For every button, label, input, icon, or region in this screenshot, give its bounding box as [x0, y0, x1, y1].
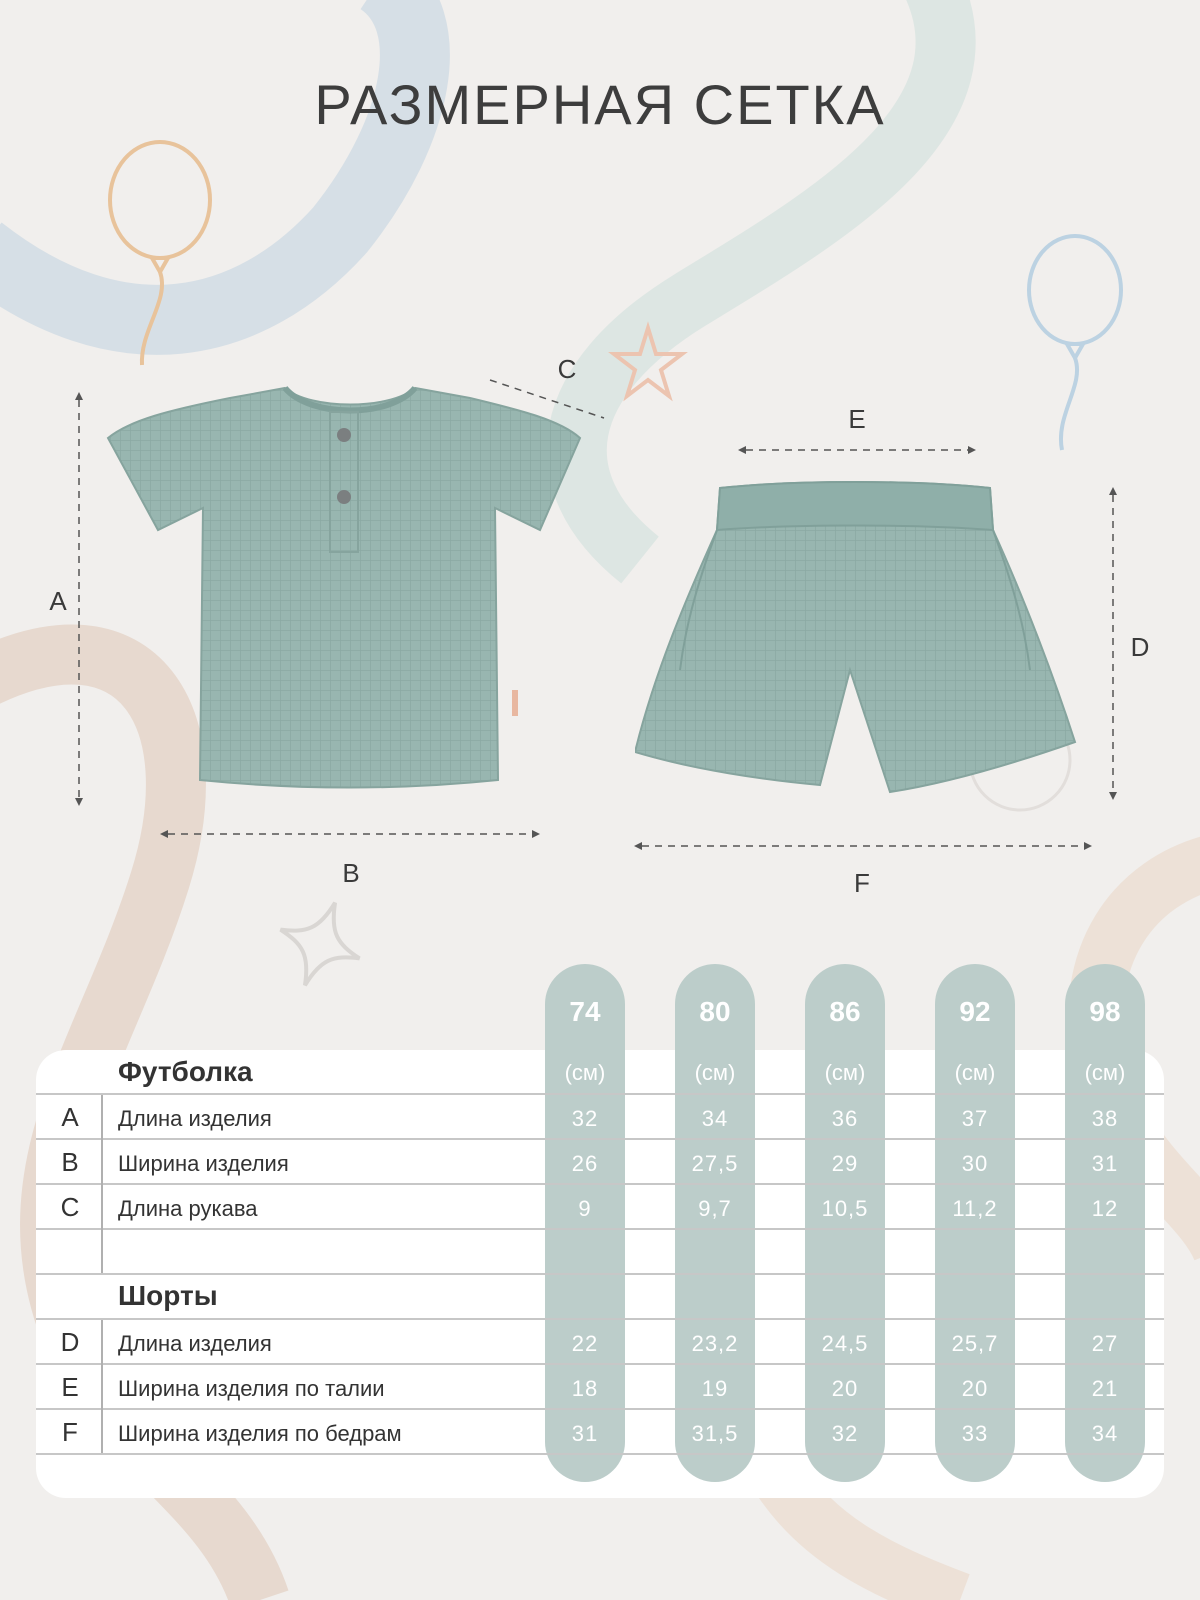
table-cell: 32: [831, 1421, 859, 1446]
table-cell: 9,7: [698, 1196, 732, 1221]
size-column-74: [545, 964, 625, 1482]
size-column-98: [1065, 964, 1145, 1482]
row-label: Ширина изделия по талии: [118, 1376, 385, 1401]
size-header-value: 86: [829, 996, 861, 1027]
table-divider: [36, 1318, 1164, 1320]
size-header-unit: (см): [694, 1060, 736, 1085]
size-header-value: 98: [1089, 996, 1121, 1027]
section-title-shorts: Шорты: [118, 1280, 218, 1311]
size-header-value: 92: [959, 996, 991, 1027]
dimension-label-b: B: [342, 858, 360, 888]
row-letter: C: [60, 1192, 80, 1222]
size-column-86: [805, 964, 885, 1482]
table-cell: 37: [961, 1106, 989, 1131]
table-cell: 31: [571, 1421, 599, 1446]
size-header-unit: (см): [564, 1060, 606, 1085]
dimension-label-e: E: [848, 404, 866, 434]
table-cell: 33: [961, 1421, 989, 1446]
table-divider: [36, 1453, 1164, 1455]
table-cell: 18: [571, 1376, 599, 1401]
page-title: РАЗМЕРНАЯ СЕТКА: [314, 73, 886, 136]
table-cell: 20: [961, 1376, 989, 1401]
table-cell: 20: [831, 1376, 859, 1401]
row-letter: A: [61, 1102, 79, 1132]
table-cell: 19: [701, 1376, 729, 1401]
table-vertical-divider: [101, 1320, 103, 1453]
table-divider: [36, 1228, 1164, 1230]
size-header-unit: (см): [1084, 1060, 1126, 1085]
row-label: Длина изделия: [118, 1331, 272, 1356]
table-cell: 12: [1091, 1196, 1119, 1221]
table-cell: 24,5: [821, 1331, 869, 1356]
table-cell: 34: [701, 1106, 729, 1131]
table-cell: 32: [571, 1106, 599, 1131]
table-cell: 11,2: [952, 1196, 998, 1221]
size-header-value: 80: [699, 996, 731, 1027]
dimension-label-a: A: [49, 586, 67, 616]
table-cell: 30: [961, 1151, 989, 1176]
size-column-80: [675, 964, 755, 1482]
table-cell: 36: [831, 1106, 859, 1131]
dimension-line-c: [490, 380, 604, 418]
row-letter: F: [62, 1417, 78, 1447]
table-cell: 31,5: [691, 1421, 739, 1446]
row-letter: B: [61, 1147, 79, 1177]
table-cell: 38: [1091, 1106, 1119, 1131]
table-divider: [36, 1363, 1164, 1365]
table-cell: 9: [578, 1196, 592, 1221]
table-cell: 27,5: [691, 1151, 739, 1176]
dimension-label-c: C: [557, 354, 577, 384]
row-letter: E: [61, 1372, 79, 1402]
dimension-label-d: D: [1130, 632, 1150, 662]
size-header-unit: (см): [824, 1060, 866, 1085]
row-label: Ширина изделия по бедрам: [118, 1421, 402, 1446]
table-divider: [36, 1093, 1164, 1095]
table-cell: 31: [1091, 1151, 1119, 1176]
table-cell: 29: [831, 1151, 859, 1176]
row-label: Длина изделия: [118, 1106, 272, 1131]
table-vertical-divider: [101, 1095, 103, 1273]
size-header-unit: (см): [954, 1060, 996, 1085]
table-cell: 23,2: [691, 1331, 739, 1356]
section-title-tshirt: Футболка: [118, 1056, 253, 1087]
table-cell: 34: [1091, 1421, 1119, 1446]
size-column-92: [935, 964, 1015, 1482]
table-cell: 27: [1091, 1331, 1119, 1356]
row-label: Ширина изделия: [118, 1151, 289, 1176]
dimension-label-f: F: [854, 868, 870, 898]
table-divider: [36, 1408, 1164, 1410]
table-cell: 25,7: [951, 1331, 999, 1356]
table-cell: 26: [571, 1151, 599, 1176]
table-cell: 22: [571, 1331, 599, 1356]
table-cell: 10,5: [821, 1196, 869, 1221]
row-label: Длина рукава: [118, 1196, 258, 1221]
table-divider: [36, 1273, 1164, 1275]
row-letter: D: [60, 1327, 80, 1357]
table-divider: [36, 1183, 1164, 1185]
table-cell: 21: [1091, 1376, 1119, 1401]
size-header-value: 74: [569, 996, 601, 1027]
table-divider: [36, 1138, 1164, 1140]
